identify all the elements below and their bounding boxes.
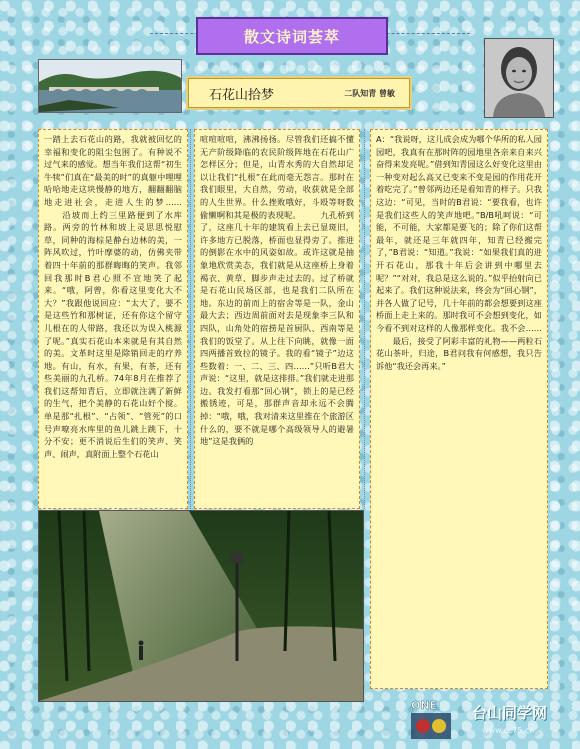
article-column-2: 喧喧喧喧，沸沸扬扬。尽管我们还搞不懂无产阶级降临的农民阶级阵地在石花山广怎样区分；但是，山青水秀的大自然却足以让我们“扎根”在此而毫无怨言。那时在我们眼里，大自然，劳动，收获就是全部的人生世界。什么挫败哦好，斗殴等呀数偷懒啊和其是极的表现呢。 九孔桥到了，这座几十年的建筑看上去已显斑旧，许多地方已脱落，桥面也显得旁了。推进的倒影在水中的风姿如故。或许这就是抽象地欣赏美态，我们就是从这座桥上身着褐衣、黄草、脚步声走过去的。过了桥就是石花山民场区部，也是我们二队所在地。东边的前而上的宿舍等是一队，金山最大去；西边周前面对去是现象李三队和四队，山角处的宿捞是首厨队、西南等是我们的饭堂了。从上往下向眺，就像一面四两播首致拉的镜子。我的看“镜子”边这些数着：一、二、三、四……”只听B君大声说：“这里，就是这排排。”我们就走进那边。我发打看那“回心钢”，锁上的是已经搬锈迹，可是，那群声音却永远不会腾掉：“哦，哦，我对清来这里推在个旅游区什么的，要不就是哪个高级领导人的避暑地”这是我俩的 bbox=[194, 129, 360, 509]
forest-path-photo bbox=[38, 510, 364, 702]
site-logo bbox=[405, 697, 465, 741]
site-name: 台山同学网 bbox=[472, 704, 548, 722]
column-divider bbox=[190, 129, 191, 509]
site-url[interactable]: www.cc75.cn bbox=[482, 726, 535, 735]
page-title: 散文诗词荟萃 bbox=[196, 17, 388, 55]
article-author: 二队知青 曾敏 bbox=[344, 88, 395, 98]
article-header bbox=[188, 78, 410, 108]
article-title: 石花山拾梦 bbox=[209, 87, 275, 103]
column-divider bbox=[364, 129, 365, 509]
article-column-1: 一踏上去石花山的路，我就被回忆的幸福和变化的阻尘包围了。有种说不过气来的感觉。想当年我们这帮“初生牛犊”们真在“最美的时”的真躯中哩哩哈哈地走这块慢静的地方，翻翻翻脑地走进社会，走进人生的梦…… 沿坡而上约三里路便到了水库路。两旁的竹林和坡上灵思思悦慰草，同种的海棕是静台边林的美，一阵风吹过，竹叶摩婆的动，仿佛夹带着四十年前的那群晦晦的笑声。我邻回我那时B君心照不宣地笑了起来。“哦，阿曾，你看这里变化大不大？”我跟他说回应：“太大了，要不是这些竹和那树证，还有你这个留守儿根在的人带路，我还以为误入桃源了呢。”真实石花山本来就是有其自然的美。文革时这里是除销回走的疗养地。有山，有水，有果，有茶，还有些美丽的九孔桥。74年8月在推荐了我们这帮知青后，立即就注满了新鲜的生气，把个美静的石花山好个搅。单是那“扎根”、“占领”、“管死”的口号声嘹亮水库里的鱼儿跳上跳下，十分不安；更不消说后生们的笑声、笑声、闹声，真附面上整个石花山 bbox=[38, 129, 188, 509]
logo-text: ONE bbox=[411, 699, 438, 712]
portrait-photo bbox=[484, 38, 554, 118]
article-column-3: A：“我说呀，这儿成会成为哪个华所的私人园园吧，我真有在那时阵的园地里各亲来自来兴奋得来发亮呢。”借到知青园这么好变化这里由一种变对起么高又已变来不变是园的作用花开着吃完了。”曾邻两边还是看知青的样子。只我这边：“可见，当时的B君说：“要我看，也许是我们这些人的笑声地吧。”B/B吼呵说：“可能，不可能，大家都是要飞的；除了你们这帮最年，就还是三年就四年，知青已经搬完了，”B君说：“知道。”我说：“如果我们真的进开石花山，那我十年后会讲到中哪里去呢？”“对对，我总是这么说的。”似乎抬射向已起来了。我们这种说法来，终会为“回心钢”，并各人做了记号，几十年前的都会想要到这座桥面上走上来的。那时我可不会想到变化，如今看不到对这样的人像那样变化。我不会…… 最后，接受了阿彩丰富的礼物——两粒石花山茶叶，归途，B君问我有何感想，我只告诉他“我还会再来。” bbox=[370, 129, 548, 689]
reservoir-bridge-photo bbox=[38, 59, 182, 113]
